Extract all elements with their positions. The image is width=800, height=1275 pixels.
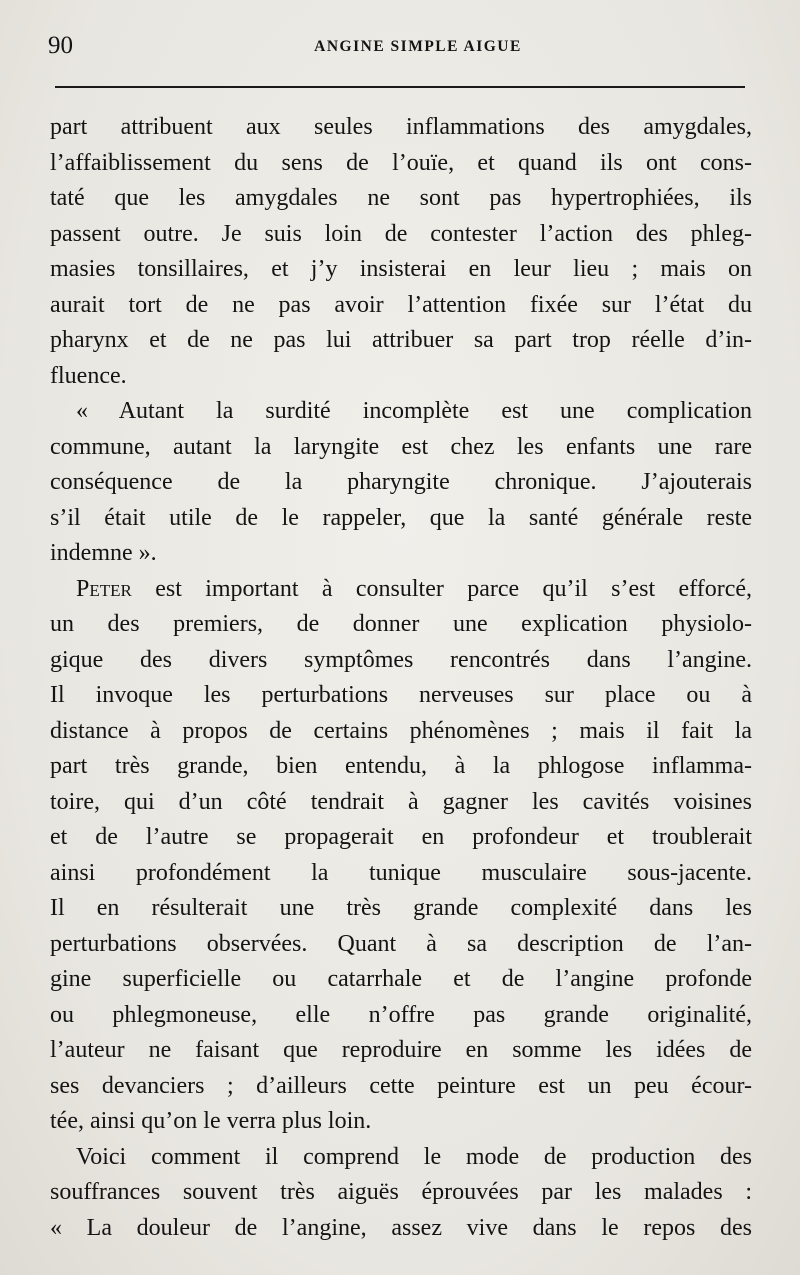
- text-line-rest: est important à consulter parce qu’il s’est efforcé,: [155, 575, 752, 602]
- text-line: masies tonsillaires, et j’y insisterai en leur lieu ; mais on: [50, 256, 752, 282]
- text-line: toire, qui d’un côté tendrait à gagner les cavités voisines: [50, 788, 752, 815]
- text-line: un des premiers, de donner une explication physiolo-: [50, 611, 752, 637]
- text-line: s’il était utile de le rappeler, que la santé générale reste: [50, 504, 752, 531]
- page-header: [48, 30, 748, 70]
- text-line: pharynx et de ne pas lui attribuer sa part trop réelle d’in-: [50, 327, 752, 353]
- text-line: distance à propos de certains phénomènes ; mais il fait la: [50, 717, 752, 744]
- running-head: ANGINE SIMPLE AIGUE: [314, 38, 522, 55]
- text-line: ses devanciers ; d’ailleurs cette peinture est un peu écour-: [50, 1072, 752, 1099]
- text-line: [50, 572, 752, 608]
- text-line: gique des divers symptômes rencontrés dans l’angine.: [50, 646, 752, 673]
- body-text: [50, 110, 752, 1246]
- text-line: ainsi profondément la tunique musculaire sous-jacente.: [50, 859, 752, 886]
- text-line: indemne ».: [50, 540, 157, 566]
- text-line: Il invoque les perturbations nerveuses sur place ou à: [50, 682, 752, 708]
- text-line: « La douleur de l’angine, assez vive dans le repos des: [50, 1214, 752, 1241]
- text-line: l’auteur ne faisant que reproduire en somme les idées de: [50, 1037, 752, 1063]
- text-line: conséquence de la pharyngite chronique. J’ajouterais: [50, 469, 752, 495]
- text-line: gine superficielle ou catarrhale et de l’angine profonde: [50, 966, 752, 992]
- text-line: Voici comment il comprend le mode de production des: [76, 1143, 752, 1170]
- text-line: part attribuent aux seules inflammations des amygdales,: [50, 114, 752, 140]
- text-line: passent outre. Je suis loin de contester l’action des phleg-: [50, 220, 752, 247]
- text-line: Il en résulterait une très grande complexité dans les: [50, 895, 752, 921]
- text-line: souffrances souvent très aiguës éprouvées par les malades :: [50, 1179, 752, 1205]
- text-line: tée, ainsi qu’on le verra plus loin.: [50, 1108, 372, 1134]
- text-line: et de l’autre se propagerait en profondeur et troublerait: [50, 824, 752, 850]
- text-line: aurait tort de ne pas avoir l’attention fixée sur l’état du: [50, 291, 752, 318]
- text-line: l’affaiblissement du sens de l’ouïe, et quand ils ont cons-: [50, 149, 752, 176]
- text-line: commune, autant la laryngite est chez les enfants une rare: [50, 433, 752, 460]
- text-line: ou phlegmoneuse, elle n’offre pas grande originalité,: [50, 1001, 752, 1028]
- text-line: taté que les amygdales ne sont pas hypertrophiées, ils: [50, 185, 752, 211]
- text-line: perturbations observées. Quant à sa description de l’an-: [50, 930, 752, 957]
- text-line: « Autant la surdité incomplète est une complication: [76, 398, 752, 424]
- text-line: part très grande, bien entendu, à la phlogose inflamma-: [50, 753, 752, 779]
- text-line: fluence.: [50, 362, 127, 389]
- page-number: 90: [48, 32, 73, 59]
- author-name: Peter: [76, 575, 132, 602]
- header-rule: [55, 86, 745, 88]
